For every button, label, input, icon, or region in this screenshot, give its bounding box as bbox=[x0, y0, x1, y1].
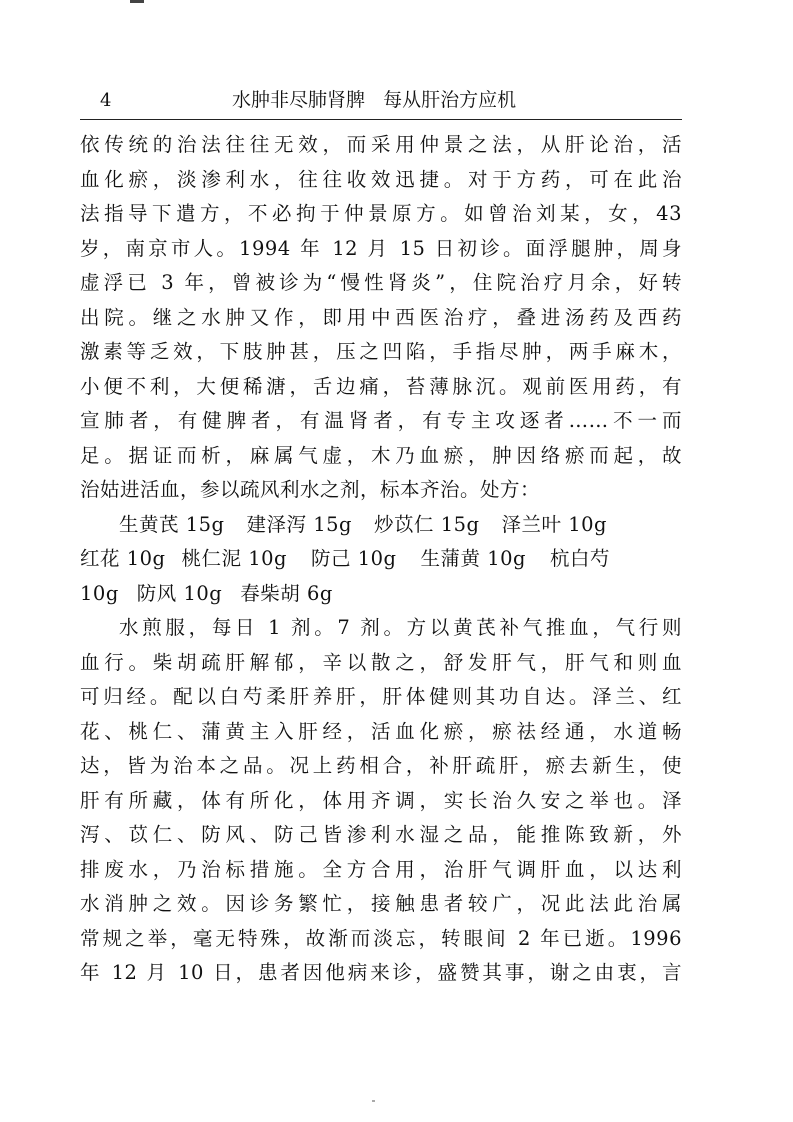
scan-mark bbox=[130, 0, 144, 3]
herb-item: 建泽泻 15g bbox=[246, 512, 352, 536]
text-line: 治姑进活血，参以疏风利水之剂，标本齐治。处方： bbox=[80, 478, 541, 501]
running-title: 水肿非尽肺肾脾 每从肝治方应机 bbox=[232, 89, 517, 111]
text-line: 水煎服，每日 1 剂。7 剂。方以黄芪补气推血，气行则 bbox=[119, 616, 682, 639]
text-line: 岁，南京市人。1994 年 12 月 15 日初诊。面浮腿肿，周身 bbox=[80, 236, 682, 260]
text-line: 血行。柴胡疏肝解郁，辛以散之，舒发肝气，肝气和则血 bbox=[80, 650, 682, 674]
text-line: 出院。继之水肿又作，即用中西医治疗，叠进汤药及西药 bbox=[80, 305, 682, 329]
text-line: 年 12 月 10 日，患者因他病来诊，盛赞其事，谢之由衷，言 bbox=[80, 961, 682, 984]
herb-item: 10g bbox=[80, 581, 119, 605]
prescription-line bbox=[80, 542, 682, 577]
text-line: 激素等乏效，下肢肿甚，压之凹陷，手指尽肿，两手麻木， bbox=[80, 340, 682, 363]
herb-item: 防风 10g bbox=[136, 581, 223, 605]
page-header bbox=[80, 85, 682, 120]
text-line: 肝有所藏，体有所化，体用齐调，实长治久安之举也。泽 bbox=[80, 788, 682, 812]
text-line: 花、桃仁、蒲黄主入肝经，活血化瘀，瘀祛经通，水道畅 bbox=[80, 719, 682, 743]
herb-item: 春柴胡 6g bbox=[240, 581, 333, 605]
text-line: 宣肺者，有健脾者，有温肾者，有专主攻逐者……不一而 bbox=[80, 409, 682, 432]
body-text bbox=[80, 128, 682, 991]
herb-item: 桃仁泥 10g bbox=[181, 547, 287, 570]
text-line: 常规之举，毫无特殊，故渐而淡忘，转眼间 2 年已逝。1996 bbox=[80, 926, 682, 950]
text-line: 泻、苡仁、防风、防己皆渗利水湿之品，能推陈致新，外 bbox=[80, 823, 682, 846]
text-line: 水消肿之效。因诊务繁忙，接触患者较广，况此法此治属 bbox=[80, 892, 682, 915]
text-line: 小便不利，大便稀溏，舌边痛，苔薄脉沉。观前医用药，有 bbox=[80, 374, 682, 398]
herb-item: 炒苡仁 15g bbox=[374, 512, 480, 536]
herb-item: 生蒲黄 10g bbox=[420, 547, 526, 570]
text-line: 虚浮已 3 年，曾被诊为“慢性肾炎”，住院治疗月余，好转 bbox=[80, 271, 682, 294]
herb-item: 泽兰叶 10g bbox=[501, 512, 607, 536]
text-line: 依传统的治法往往无效，而采用仲景之法，从肝论治，活 bbox=[80, 133, 682, 156]
scan-speck bbox=[372, 1100, 375, 1102]
herb-item: 生黄芪 15g bbox=[119, 512, 225, 536]
text-line: 可归经。配以白芍柔肝养肝，肝体健则其功自达。泽兰、红 bbox=[80, 685, 682, 708]
prescription-line bbox=[80, 508, 682, 543]
herb-item: 防己 10g bbox=[311, 547, 397, 570]
text-line: 排废水，乃治标措施。全方合用，治肝气调肝血，以达利 bbox=[80, 857, 682, 881]
text-line: 足。据证而析，麻属气虚，木乃血瘀，肿因络瘀而起，故 bbox=[80, 443, 682, 467]
page-number: 4 bbox=[100, 90, 112, 111]
prescription-line bbox=[80, 577, 682, 612]
text-line: 法指导下遣方，不必拘于仲景原方。如曾治刘某，女，43 bbox=[80, 202, 682, 225]
text-line: 血化瘀，淡渗利水，往往收效迅捷。对于方药，可在此治 bbox=[80, 167, 682, 191]
herb-item: 杭白芍 bbox=[550, 547, 611, 570]
text-line: 达，皆为治本之品。况上药相合，补肝疏肝，瘀去新生，使 bbox=[80, 754, 682, 777]
herb-item: 红花 10g bbox=[80, 547, 166, 570]
